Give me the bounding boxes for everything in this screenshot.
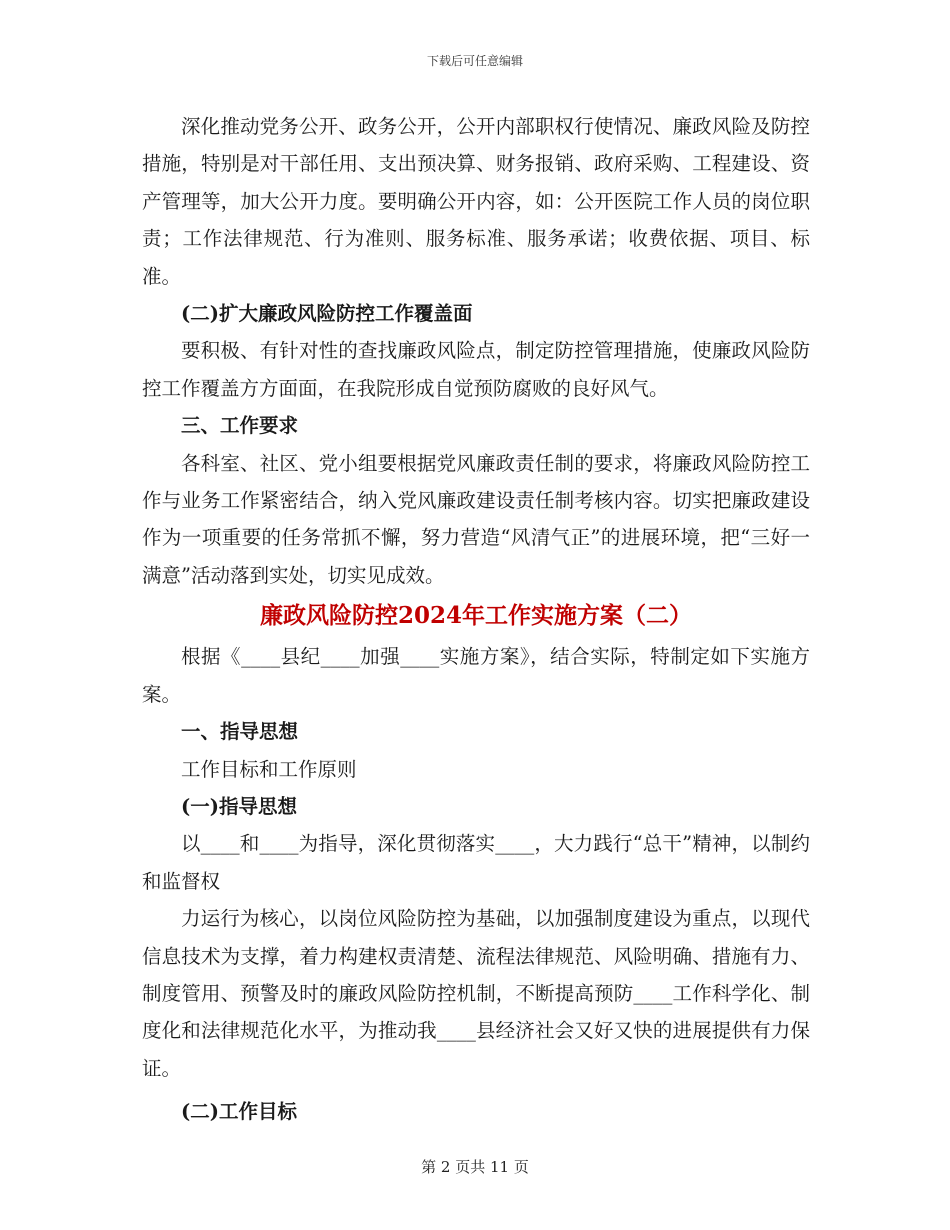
paragraph-requirements: 各科室、社区、党小组要根据党风廉政责任制的要求，将廉政风险防控工作与业务工作紧密结合，纳入党风廉政建设责任制考核内容。切实把廉政建设作为一项重要的任务常抓不懈，努力营造“风清气正”的进展环境，把“三好一满意”活动落到实处，切实见成效。 xyxy=(142,451,810,587)
subsection-heading-work-goals: (二)工作目标 xyxy=(181,1100,297,1124)
paragraph-basis: 根据《____县纪____加强____实施方案》，结合实际，特制定如下实施方案。 xyxy=(142,645,810,706)
section-heading-guiding-ideology: 一、指导思想 xyxy=(181,720,299,744)
document-body xyxy=(142,108,810,1131)
paragraph-risk-points: 要积极、有针对性的查找廉政风险点，制定防控管理措施，使廉政风险防控工作覆盖方方面面，在我院形成自觉预防腐败的良好风气。 xyxy=(142,339,810,400)
section-heading-requirements: 三、工作要求 xyxy=(181,414,299,438)
subsection-heading-guiding-ideology: (一)指导思想 xyxy=(181,794,297,818)
paragraph-goals-principles: 工作目标和工作原则 xyxy=(181,757,357,781)
paragraph-public-disclosure: 深化推动党务公开、政务公开，公开内部职权行使情况、廉政风险及防控措施，特别是对干部任用、支出预决算、财务报销、政府采购、工程建设、资产管理等，加大公开力度。要明确公开内容，如：公开医院工作人员的岗位职责；工作法律规范、行为准则、服务标准、服务承诺；收费依据、项目、标准。 xyxy=(142,115,810,288)
paragraph-guiding-ideology: 以____和____为指导，深化贯彻落实____，大力践行“总干”精神，以制约和监督权 xyxy=(142,832,810,893)
paragraph-core-mechanism: 力运行为核心，以岗位风险防控为基础，以加强制度建设为重点，以现代信息技术为支撑，着力构建权责清楚、流程法律规范、风险明确、措施有力、制度管用、预警及时的廉政风险防控机制，不断提高预防____工作科学化、制度化和法律规范化水平，为推动我____县经济社会又好又快的进展提供有力保证。 xyxy=(142,907,810,1080)
page-header: 下载后可任意编辑 xyxy=(426,54,523,68)
section-heading-expand-coverage: (二)扩大廉政风险防控工作覆盖面 xyxy=(181,302,473,326)
page-footer: 第 2 页共 11 页 xyxy=(421,1158,529,1176)
document-title: 廉政风险防控2024年工作实施方案（二） xyxy=(259,602,692,630)
